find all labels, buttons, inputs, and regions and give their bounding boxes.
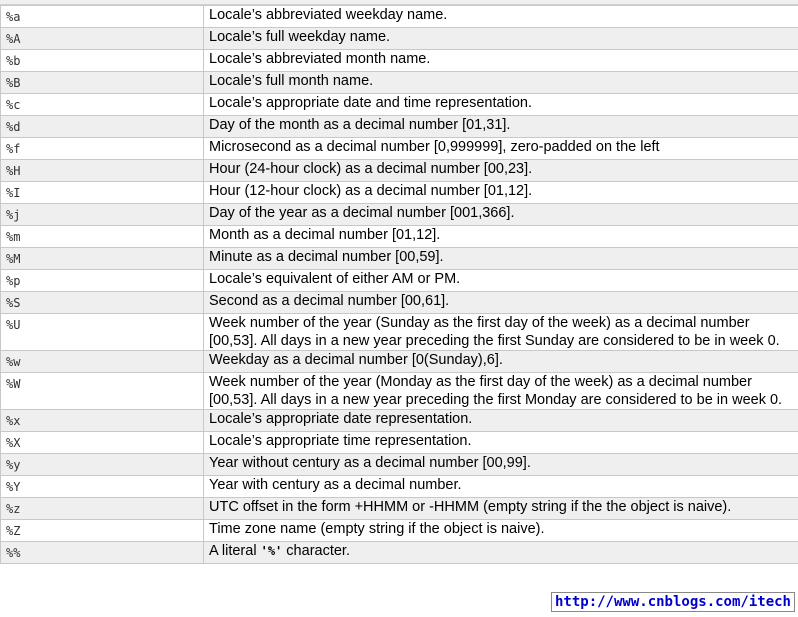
directive-description: Locale’s appropriate date representation. (204, 410, 798, 432)
table-row (1, 373, 798, 410)
directive-description: Locale’s full month name. (204, 72, 798, 94)
directive-code: %m (1, 226, 204, 248)
inline-code: '%' (260, 544, 283, 558)
directive-description: Month as a decimal number [01,12]. (204, 226, 798, 248)
directive-description: Locale’s appropriate time representation. (204, 432, 798, 454)
directive-description: Year without century as a decimal number [00,99]. (204, 454, 798, 476)
table-row (1, 520, 798, 542)
directive-code: %p (1, 270, 204, 292)
table-row (1, 226, 798, 248)
directive-description: Locale’s abbreviated weekday name. (204, 6, 798, 28)
table-row (1, 72, 798, 94)
directive-description: Hour (24-hour clock) as a decimal number [00,23]. (204, 160, 798, 182)
directive-code: %I (1, 182, 204, 204)
directive-code: %x (1, 410, 204, 432)
table-row (1, 182, 798, 204)
directive-code: %U (1, 314, 204, 351)
table-row (1, 351, 798, 373)
directive-code: %% (1, 542, 204, 564)
directive-description: UTC offset in the form +HHMM or -HHMM (empty string if the the object is naive). (204, 498, 798, 520)
directive-code: %d (1, 116, 204, 138)
directive-description: Second as a decimal number [00,61]. (204, 292, 798, 314)
watermark-url: http://www.cnblogs.com/itech (551, 592, 795, 612)
table-row (1, 248, 798, 270)
directive-description: Locale’s equivalent of either AM or PM. (204, 270, 798, 292)
table-row (1, 292, 798, 314)
table-row (1, 270, 798, 292)
table-row (1, 410, 798, 432)
directive-code: %Y (1, 476, 204, 498)
table-row (1, 138, 798, 160)
directive-code: %M (1, 248, 204, 270)
directive-code: %X (1, 432, 204, 454)
directive-code: %z (1, 498, 204, 520)
table-row (1, 50, 798, 72)
directive-description: Weekday as a decimal number [0(Sunday),6]. (204, 351, 798, 373)
directive-description: Week number of the year (Sunday as the first day of the week) as a decimal number [00,53]. All days in a new year preceding the first Sunday are considered to be in week 0. (204, 314, 798, 351)
table-row (1, 476, 798, 498)
directive-code: %W (1, 373, 204, 410)
description-prefix: A literal (209, 543, 261, 559)
directive-code: %f (1, 138, 204, 160)
directive-description: Week number of the year (Monday as the first day of the week) as a decimal number [00,53]. All days in a new year preceding the first Monday are considered to be in week 0. (204, 373, 798, 410)
directive-code: %H (1, 160, 204, 182)
directive-description: Day of the month as a decimal number [01,31]. (204, 116, 798, 138)
directive-code: %S (1, 292, 204, 314)
table-row (1, 94, 798, 116)
directive-code: %j (1, 204, 204, 226)
directive-code: %a (1, 6, 204, 28)
directive-code: %A (1, 28, 204, 50)
directive-description: Year with century as a decimal number. (204, 476, 798, 498)
directive-description: Microsecond as a decimal number [0,999999], zero-padded on the left (204, 138, 798, 160)
format-directives-table (0, 5, 798, 564)
table-row (1, 432, 798, 454)
directive-description: Hour (12-hour clock) as a decimal number [01,12]. (204, 182, 798, 204)
directive-code: %Z (1, 520, 204, 542)
directive-description (204, 542, 798, 564)
table-row (1, 116, 798, 138)
table-row (1, 28, 798, 50)
directive-description: Day of the year as a decimal number [001,366]. (204, 204, 798, 226)
directive-code: %B (1, 72, 204, 94)
table-row (1, 204, 798, 226)
directive-description: Locale’s full weekday name. (204, 28, 798, 50)
directive-description: Time zone name (empty string if the object is naive). (204, 520, 798, 542)
directive-code: %b (1, 50, 204, 72)
table-row (1, 454, 798, 476)
directive-description: Locale’s abbreviated month name. (204, 50, 798, 72)
table-row (1, 542, 798, 564)
table-row (1, 160, 798, 182)
directive-description: Locale’s appropriate date and time representation. (204, 94, 798, 116)
table-row (1, 6, 798, 28)
table-row (1, 498, 798, 520)
description-suffix: character. (282, 543, 350, 559)
directive-code: %w (1, 351, 204, 373)
directive-description: Minute as a decimal number [00,59]. (204, 248, 798, 270)
table-body (1, 6, 798, 542)
directive-code: %y (1, 454, 204, 476)
table-row (1, 314, 798, 351)
directive-code: %c (1, 94, 204, 116)
